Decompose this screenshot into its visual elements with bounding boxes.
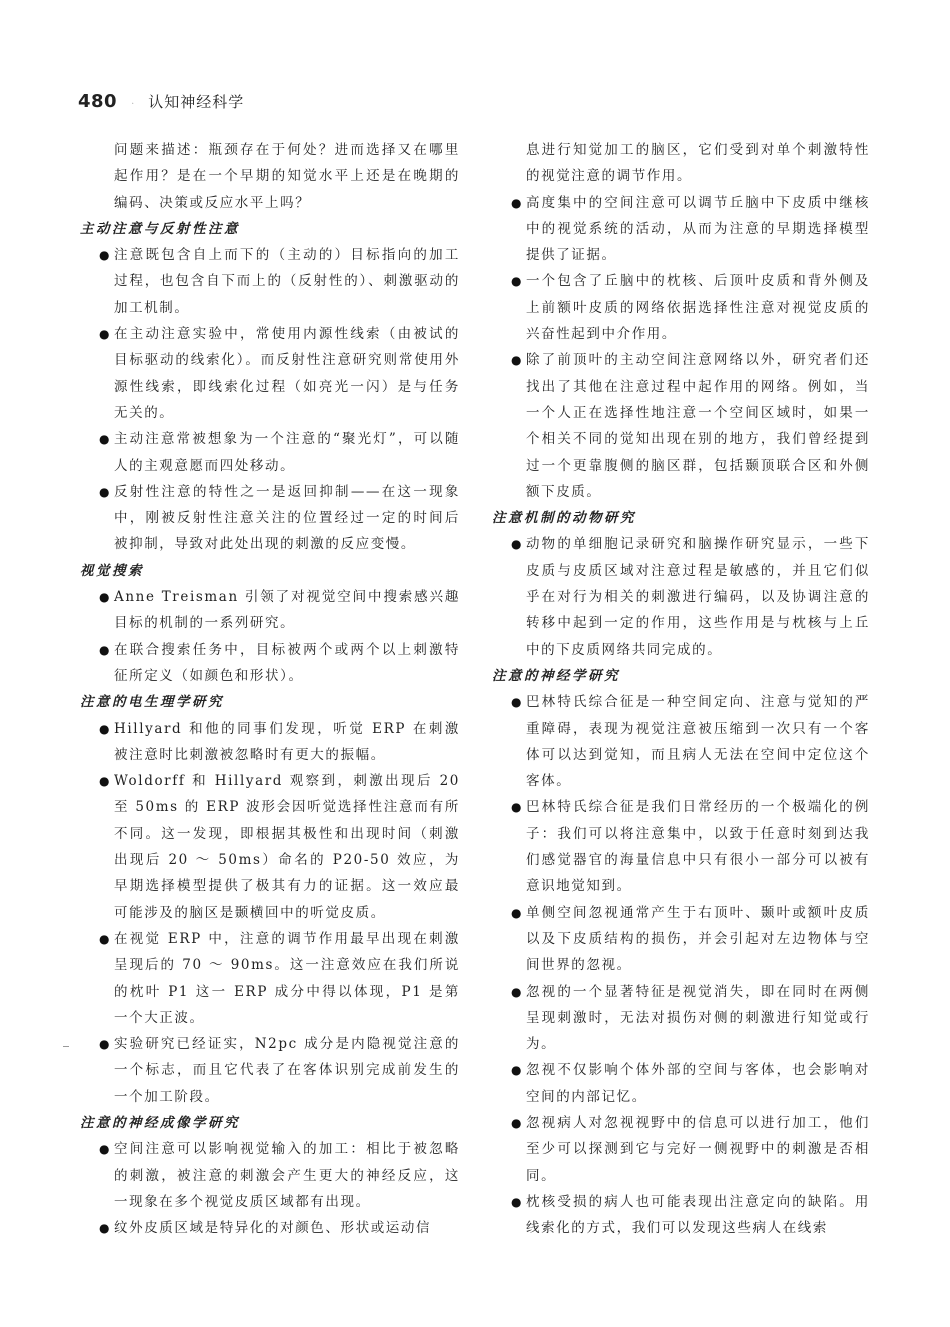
bullet-text: 高度集中的空间注意可以调节丘脑中下皮质中继核中的视觉系统的活动，从而为注意的早期选择模型提供了证据。: [526, 194, 870, 264]
bullet-icon: ●: [511, 353, 524, 368]
bullet-item: [492, 268, 870, 347]
left-column: [80, 137, 460, 1241]
section-heading: 主动注意与反射性注意: [80, 220, 240, 237]
bullet-icon: ●: [511, 1194, 524, 1209]
bullet-text: 巴林特氏综合征是一种空间定向、注意与觉知的严重障碍，表现为视觉注意被压缩到一次只有一个客体可以达到觉知，而且病人无法在空间中定位这个客体。: [526, 694, 870, 790]
bullet-item: [492, 979, 870, 1058]
bullet-item: [492, 689, 870, 794]
section-heading: 视觉搜索: [80, 562, 144, 579]
bullet-text: 注意既包含自上而下的（主动的）目标指向的加工过程，也包含自下而上的（反射性的）、刺激驱动的加工机制。: [114, 247, 460, 316]
section-heading: 注意的电生理学研究: [80, 694, 224, 711]
bullet-item: [80, 1031, 460, 1110]
bullet-item: [492, 900, 870, 979]
bullet-icon: ●: [511, 274, 524, 289]
bullet-text: 忽视的一个显著特征是视觉消失，即在同时在两侧呈现刺激时，无法对损伤对侧的刺激进行知觉或行为。: [526, 983, 870, 1053]
bullet-text: 动物的单细胞记录研究和脑操作研究显示，一些下皮质与皮质区域对注意过程是敏感的，并且它们似乎在对行为相关的刺激进行编码，以及协调注意的转移中起到一定的作用，这些作用是与枕核与上丘中的下皮质网络共同完成的。: [526, 536, 870, 658]
bullet-item: [492, 347, 870, 505]
bullet-text: Anne Treisman 引领了对视觉空间中搜索感兴趣目标的机制的一系列研究。: [114, 589, 460, 632]
bullet-text: 在视觉 ERP 中，注意的调节作用最早出现在刺激呈现后的 70 ～ 90ms。这一注意效应在我们所说的枕叶 P1 这一 ERP 成分中得以体现，P1 是第一个大正波。: [114, 930, 460, 1026]
bullet-item: [80, 426, 460, 479]
bullet-text: 在主动注意实验中，常使用内源性线索（由被试的目标驱动的线索化）。而反射性注意研究则常使用外源性线索，即线索化过程（如亮光一闪）是与任务无关的。: [114, 326, 460, 421]
bullet-item: [80, 637, 460, 690]
bullet-text: 单侧空间忽视通常产生于右顶叶、颞叶或额叶皮质以及下皮质结构的损伤，并会引起对左边物体与空间世界的忽视。: [526, 904, 870, 974]
bullet-item: [492, 531, 870, 662]
section-heading: 注意机制的动物研究: [492, 510, 636, 527]
bullet-item: [492, 794, 870, 899]
bullet-icon: ●: [99, 248, 112, 263]
bullet-icon: ●: [511, 905, 524, 920]
bullet-icon: ●: [99, 1142, 112, 1157]
bullet-icon: ●: [99, 1221, 112, 1236]
bullet-icon: ●: [511, 537, 524, 552]
bullet-item: [80, 926, 460, 1031]
bullet-icon: ●: [99, 931, 112, 946]
bullet-text: 在联合搜索任务中，目标被两个或两个以上刺激特征所定义（如颜色和形状）。: [114, 641, 460, 684]
header-separator: ·: [131, 99, 135, 110]
bullet-text: 巴林特氏综合征是我们日常经历的一个极端化的例子：我们可以将注意集中，以致于任意时刻到达我们感觉器官的海量信息中只有很小一部分可以被有意识地觉知到。: [526, 799, 870, 895]
bullet-item: [80, 716, 460, 769]
bullet-icon: ●: [511, 1115, 524, 1130]
bullet-icon: ●: [99, 484, 112, 499]
bullet-icon: ●: [99, 774, 112, 789]
bullet-icon: ●: [511, 800, 524, 815]
intro-paragraph: 问题来描述：瓶颈存在于何处？进而选择又在哪里起作用？是在一个早期的知觉水平上还是在晚期的编码、决策或反应水平上吗？: [114, 142, 460, 211]
bullet-text: Hillyard 和他的同事们发现，听觉 ERP 在刺激被注意时比刺激被忽略时有更大的振幅。: [114, 720, 460, 763]
bullet-text: 一个包含了丘脑中的枕核、后顶叶皮质和背外侧及上前额叶皮质的网络依据选择性注意对视觉皮质的兴奋性起到中介作用。: [526, 273, 870, 343]
bullet-text: 忽视病人对忽视视野中的信息可以进行加工，他们至少可以探测到它与完好一侧视野中的刺激是否相同。: [526, 1114, 870, 1184]
right-column: [492, 137, 870, 1241]
bullet-item: [80, 1136, 460, 1215]
bullet-item: [80, 479, 460, 558]
running-header: [78, 91, 244, 115]
bullet-text: Woldorff 和 Hillyard 观察到，刺激出现后 20 至 50ms 的 ERP 波形会因听觉选择性注意而有所不同。这一发现，即根据其极性和出现时间（刺激出现后 20 ～ 50ms）命名的 P20-50 效应，为早期选择模型提供了极其有力的证据。这一效应最可能涉及的脑区是颞横回中的听觉皮质。: [114, 773, 460, 921]
bullet-text: 纹外皮质区域是特异化的对颜色、形状或运动信: [114, 1220, 432, 1237]
page-number: 480: [78, 91, 118, 112]
bullet-text: 空间注意可以影响视觉输入的加工：相比于被忽略的刺激，被注意的刺激会产生更大的神经反应，这一现象在多个视觉皮质区域都有出现。: [114, 1141, 460, 1210]
bullet-text: 实验研究已经证实，N2pc 成分是内隐视觉注意的一个标志，而且它代表了在客体识别完成前发生的一个加工阶段。: [114, 1036, 460, 1105]
section-heading: 注意的神经学研究: [492, 667, 620, 684]
bullet-icon: ●: [99, 721, 112, 736]
margin-mark: [63, 1046, 69, 1047]
bullet-icon: ●: [99, 1037, 112, 1052]
bullet-text: 反射性注意的特性之一是返回抑制——在这一现象中，刚被反射性注意关注的位置经过一定的时间后被抑制，导致对此处出现的刺激的反应变慢。: [114, 483, 460, 553]
bullet-icon: ●: [511, 195, 524, 210]
bullet-item: [80, 321, 460, 426]
bullet-text: 除了前顶叶的主动空间注意网络以外，研究者们还找出了其他在注意过程中起作用的网络。例如，当一个人正在选择性地注意一个空间区域时，如果一个相关不同的觉知出现在别的地方，我们曾经提到过一个更靠腹侧的脑区群，包括颞顶联合区和外侧额下皮质。: [526, 352, 870, 500]
bullet-icon: ●: [99, 642, 112, 657]
section-heading: 注意的神经成像学研究: [80, 1114, 240, 1131]
bullet-item: [80, 242, 460, 321]
bullet-text: 枕核受损的病人也可能表现出注意定向的缺陷。用线索化的方式，我们可以发现这些病人在线索: [526, 1193, 870, 1237]
bullet-icon: ●: [99, 327, 112, 342]
bullet-item: [80, 584, 460, 637]
bullet-item: [492, 1057, 870, 1110]
bullet-icon: ●: [511, 695, 524, 710]
bullet-text: 忽视不仅影响个体外部的空间与客体，也会影响对空间的内部记忆。: [526, 1062, 870, 1105]
book-title: 认知神经科学: [148, 93, 245, 111]
continued-paragraph: 息进行知觉加工的脑区，它们受到对单个刺激特性的视觉注意的调节作用。: [526, 142, 870, 185]
bullet-icon: ●: [99, 432, 112, 447]
bullet-text: 主动注意常被想象为一个注意的“聚光灯”，可以随人的主观意愿而四处移动。: [114, 431, 460, 474]
bullet-icon: ●: [99, 590, 112, 605]
bullet-item: [492, 1110, 870, 1189]
bullet-item: [80, 1215, 460, 1241]
bullet-icon: ●: [511, 984, 524, 999]
bullet-icon: ●: [511, 1063, 524, 1078]
bullet-item: [492, 190, 870, 269]
bullet-item: [80, 768, 460, 926]
bullet-item: [492, 1189, 870, 1242]
